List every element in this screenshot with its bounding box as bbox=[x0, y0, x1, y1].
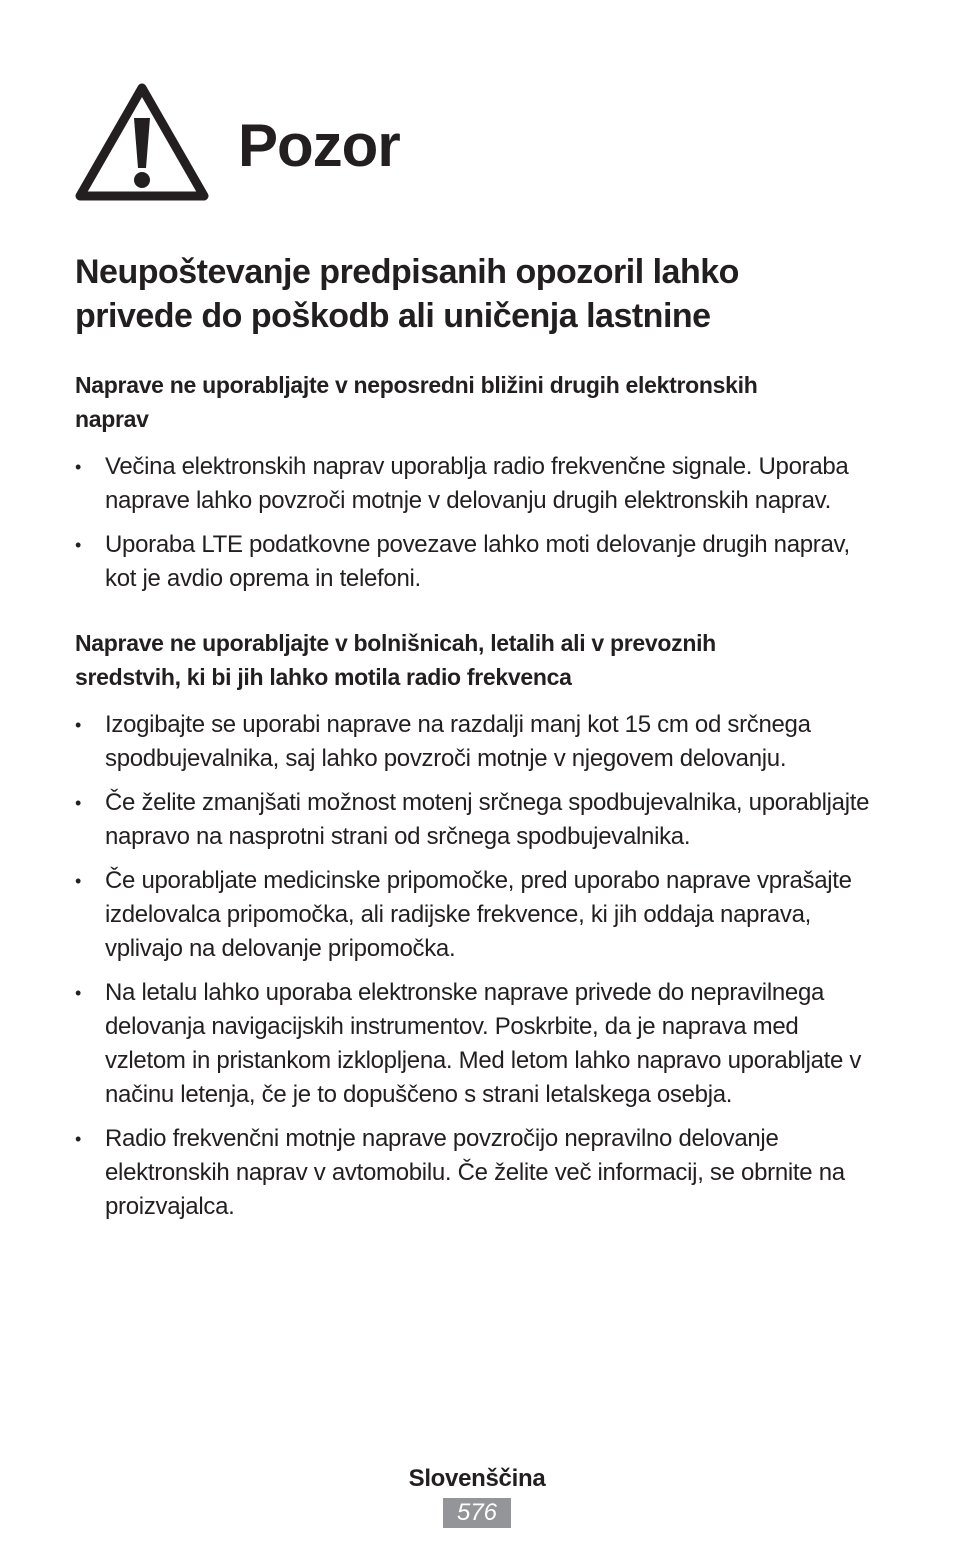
page-footer bbox=[0, 1462, 954, 1528]
list-item bbox=[75, 786, 885, 854]
page-header bbox=[74, 80, 400, 204]
bullet-list-electronic-devices bbox=[75, 450, 885, 596]
list-item bbox=[75, 1122, 885, 1224]
list-item bbox=[75, 528, 885, 596]
page-title: Pozor bbox=[238, 112, 400, 179]
bullet-icon: • bbox=[75, 715, 82, 735]
list-item-text: Večina elektronskih naprav uporablja radio frekvenčne signale. Uporaba naprave lahko povzroči motnje v delovanju drugih elektronskih naprav. bbox=[105, 453, 849, 514]
bullet-icon: • bbox=[75, 871, 82, 891]
subheading-line-2: sredstvih, ki bi jih lahko motila radio frekvenca bbox=[75, 664, 572, 690]
section-heading bbox=[75, 250, 885, 338]
bullet-icon: • bbox=[75, 1129, 82, 1149]
subheading-line-1: Naprave ne uporabljajte v neposredni bližini drugih elektronskih bbox=[75, 372, 758, 398]
subheading-line-2: naprav bbox=[75, 406, 149, 432]
list-item-text: Če uporabljate medicinske pripomočke, pred uporabo naprave vprašajte izdelovalca pripomočka, ali radijske frekvence, ki jih oddaja naprava, vplivajo na delovanje pripomočka. bbox=[105, 867, 852, 962]
page-number: 576 bbox=[443, 1498, 511, 1528]
subheading-hospitals-aircraft bbox=[75, 626, 885, 694]
bullet-icon: • bbox=[75, 983, 82, 1003]
language-label: Slovenščina bbox=[408, 1465, 546, 1492]
section-heading-line-1: Neupoštevanje predpisanih opozoril lahko bbox=[75, 253, 739, 291]
list-item-text: Uporaba LTE podatkovne povezave lahko moti delovanje drugih naprav, kot je avdio oprema in telefoni. bbox=[105, 531, 850, 592]
list-item-text: Izogibajte se uporabi naprave na razdalji manj kot 15 cm od srčnega spodbujevalnika, saj lahko povzroči motnje v njegovem delovanju. bbox=[105, 711, 811, 772]
list-item bbox=[75, 864, 885, 966]
list-item-text: Na letalu lahko uporaba elektronske naprave privede do nepravilnega delovanja navigacijskih instrumentov. Poskrbite, da je naprava med vzletom in pristankom izklopljena. Med letom lahko napravo uporabljate v načinu letenja, če je to dopuščeno s strani letalskega osebja. bbox=[105, 979, 862, 1108]
section-heading-line-2: privede do poškodb ali uničenja lastnine bbox=[75, 297, 711, 335]
bullet-list-hospitals-aircraft bbox=[75, 708, 885, 1224]
bullet-icon: • bbox=[75, 457, 82, 477]
subheading-electronic-devices bbox=[75, 368, 885, 436]
list-item bbox=[75, 976, 885, 1112]
warning-triangle-icon bbox=[74, 80, 210, 204]
list-item-text: Radio frekvenčni motnje naprave povzročijo nepravilno delovanje elektronskih naprav v avtomobilu. Če želite več informacij, se obrnite na proizvajalca. bbox=[105, 1125, 845, 1220]
bullet-icon: • bbox=[75, 535, 82, 555]
subheading-line-1: Naprave ne uporabljajte v bolnišnicah, letalih ali v prevoznih bbox=[75, 630, 716, 656]
list-item bbox=[75, 450, 885, 518]
list-item bbox=[75, 708, 885, 776]
list-item-text: Če želite zmanjšati možnost motenj srčnega spodbujevalnika, uporabljajte napravo na nasprotni strani od srčnega spodbujevalnika. bbox=[105, 789, 870, 850]
main-content bbox=[75, 250, 885, 1234]
bullet-icon: • bbox=[75, 793, 82, 813]
